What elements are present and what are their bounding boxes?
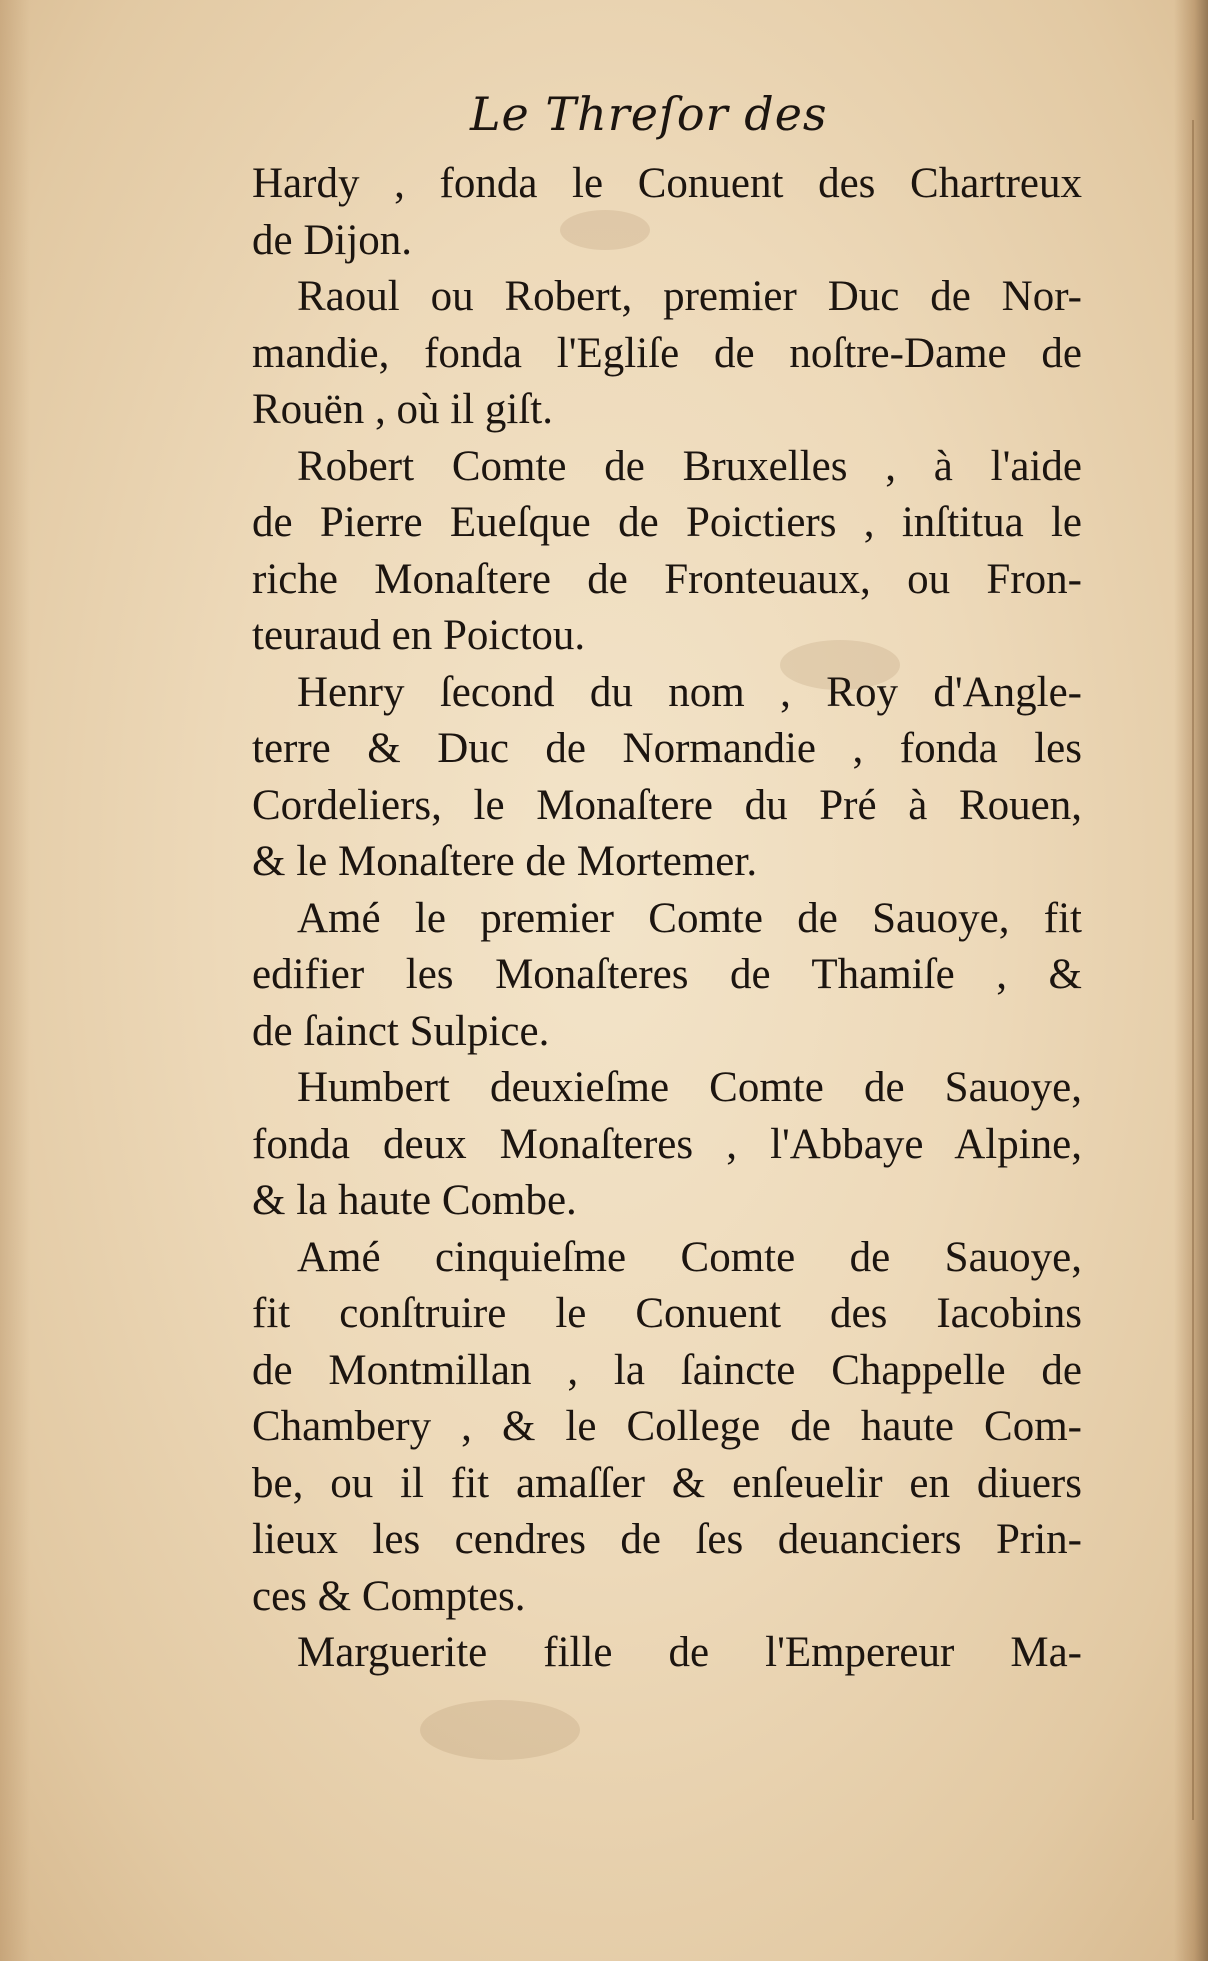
page-right-edge — [1174, 0, 1208, 1961]
text-line: & le Monaſtere de Mortemer. — [252, 838, 758, 885]
text-line: Cordeliers, le Monaſtere du Pré à Rouen, — [252, 781, 1082, 829]
text-line: be, ou il fit amaſſer & enſeuelir en diuers — [252, 1459, 1082, 1507]
text-line: & la haute Combe. — [252, 1177, 577, 1224]
text-line: Rouën , où il giſt. — [252, 386, 553, 433]
text-line: teuraud en Poictou. — [252, 612, 586, 659]
text-line: Henry ſecond du nom , Roy d'Angle- — [297, 668, 1082, 716]
text-line: Hardy , fonda le Conuent des Chartreux — [252, 160, 1082, 207]
text-line: Raoul ou Robert, premier Duc de Nor- — [297, 273, 1082, 320]
text-line: de Pierre Eueſque de Poictiers , inſtitua le — [252, 499, 1082, 546]
text-line: Chambery , & le College de haute Com- — [252, 1403, 1082, 1450]
text-line: mandie, fonda l'Egliſe de noſtre-Dame de — [252, 329, 1082, 377]
text-line: Marguerite fille de l'Empereur Ma- — [297, 1629, 1082, 1676]
text-line: de Dijon. — [252, 216, 413, 264]
text-line: ces & Comptes. — [252, 1572, 526, 1620]
paper-stain — [420, 1700, 580, 1760]
text-line: riche Monaſtere de Fronteuaux, ou Fron- — [252, 555, 1082, 603]
text-line: fit conſtruire le Conuent des Iacobins — [252, 1290, 1082, 1337]
running-head: Le Threſor des — [470, 87, 828, 141]
text-line: Robert Comte de Bruxelles , à l'aide — [297, 442, 1082, 490]
body-text — [252, 156, 1082, 1682]
text-line: lieux les cendres de ſes deuanciers Prin- — [252, 1516, 1082, 1563]
text-line: de Montmillan , la ſaincte Chappelle de — [252, 1346, 1082, 1394]
text-line: de ſainct Sulpice. — [252, 1007, 550, 1055]
text-line: edifier les Monaſteres de Thamiſe , & — [252, 951, 1082, 998]
text-line: Amé cinquieſme Comte de Sauoye, — [297, 1233, 1082, 1281]
text-line: Humbert deuxieſme Comte de Sauoye, — [297, 1064, 1082, 1111]
text-line: Amé le premier Comte de Sauoye, fit — [297, 894, 1082, 942]
text-line: fonda deux Monaſteres , l'Abbaye Alpine, — [252, 1120, 1082, 1168]
text-line: terre & Duc de Normandie , fonda les — [252, 725, 1082, 772]
page-left-edge — [0, 0, 30, 1961]
page-gutter-shadow — [1192, 120, 1194, 1820]
